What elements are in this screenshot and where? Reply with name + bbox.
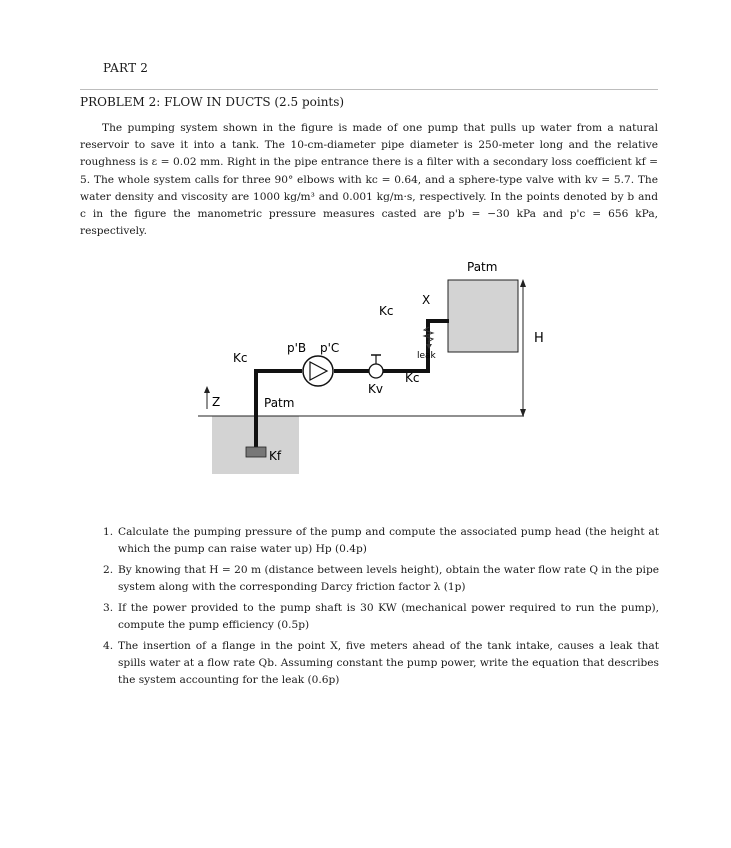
label-kc-right: Kc — [405, 371, 420, 385]
z-axis-arrow — [204, 386, 210, 393]
pipe-discharge — [334, 321, 449, 371]
label-patm-tank: Patm — [467, 260, 498, 274]
question-item — [103, 600, 659, 634]
question-text: By knowing that H = 20 m (distance between levels height), obtain the water flow rate Q in the pipe system along with the corresponding Darcy friction factor λ (1p) — [118, 564, 659, 593]
question-number: 4. — [103, 640, 114, 652]
question-text: If the power provided to the pump shaft is 30 KW (mechanical power required to run the pump), compute the pump efficiency (0.5p) — [118, 602, 659, 631]
h-arrow-top — [520, 279, 526, 287]
filter — [246, 447, 266, 457]
problem-statement: The pumping system shown in the figure is made of one pump that pulls up water from a natural reservoir to save it into a tank. The 10-cm-diameter pipe diameter is 250-meter long and the relative roughness is ε = 0.02 mm. Right in the pipe entrance there is a filter with a secondary loss coefficient kf = 5. The whole system calls for three 90° elbows with kc = 0.64, and a sphere-type valve with kv = 5.7. The water density and viscosity are 1000 kg/m³ and 0.001 kg/m·s, respectively. In the points denoted by b and c in the figure the manometric pressure measures casted are p'b = −30 kPa and p'c = 656 kPa, respectively. — [80, 122, 658, 238]
label-kv: Kv — [368, 382, 383, 396]
question-item — [103, 524, 659, 558]
problem-title: PROBLEM 2: FLOW IN DUCTS (2.5 points) — [80, 95, 345, 109]
valve — [369, 364, 383, 378]
label-kc-left: Kc — [233, 351, 248, 365]
label-pb: p'B — [287, 341, 307, 355]
label-x: X — [422, 293, 431, 307]
label-kf: Kf — [269, 449, 282, 463]
question-item — [103, 638, 659, 689]
question-number: 2. — [103, 564, 114, 576]
question-list — [103, 524, 659, 693]
label-patm-reservoir: Patm — [264, 396, 295, 410]
label-z: Z — [212, 395, 221, 409]
label-kc-top: Kc — [379, 304, 394, 318]
question-number: 1. — [103, 526, 114, 538]
label-h: H — [534, 331, 544, 346]
part-heading: PART 2 — [103, 61, 149, 75]
question-item — [103, 562, 659, 596]
tank — [448, 280, 518, 352]
label-pc: p'C — [320, 341, 340, 355]
question-text: The insertion of a flange in the point X, five meters ahead of the tank intake, causes a leak that spills water at a flow rate Qb. Assuming constant the pump power, write the equation that describes the system accounting for the leak (0.6p) — [118, 640, 659, 686]
label-leak: leak — [417, 351, 436, 361]
question-number: 3. — [103, 602, 114, 614]
question-text: Calculate the pumping pressure of the pump and compute the associated pump head (the height at which the pump can raise water up) Hp (0.4p) — [118, 526, 659, 555]
